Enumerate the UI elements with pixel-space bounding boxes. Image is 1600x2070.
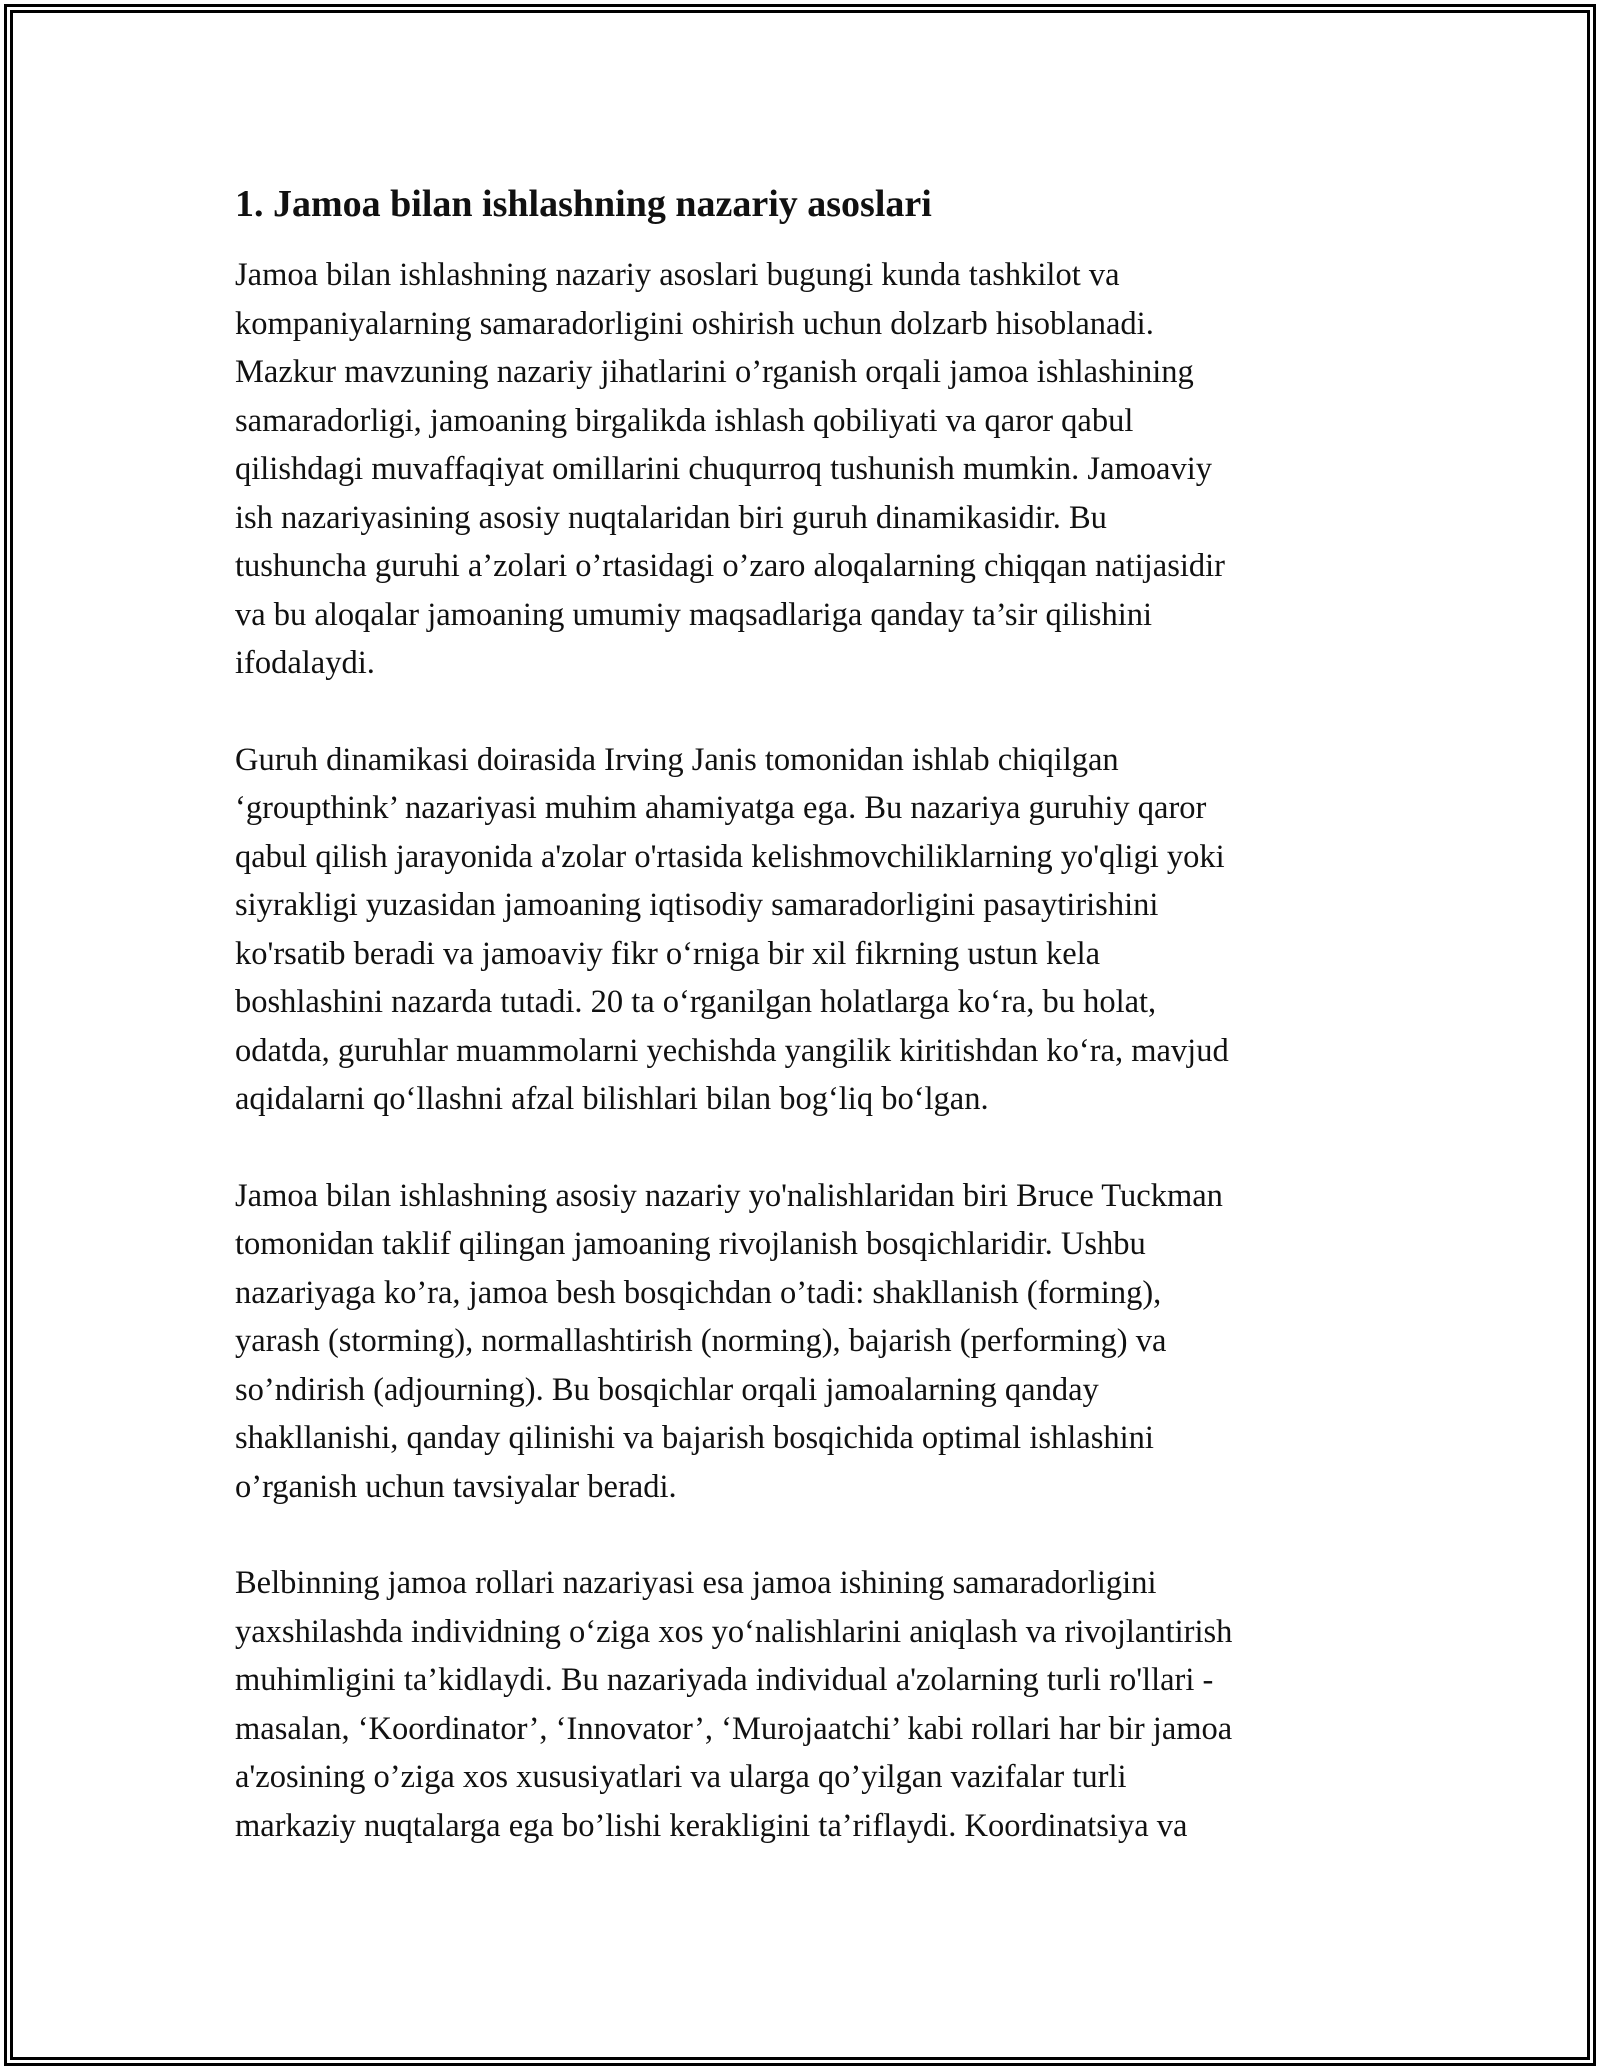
section-heading: 1. Jamoa bilan ishlashning nazariy asoslari (235, 183, 932, 225)
paragraph-groupthink: Guruh dinamikasi doirasida Irving Janis tomonidan ishlab chiqilgan ‘groupthink’ nazariyasi muhim ahamiyatga ega. Bu nazariya guruhiy qaror qabul qilish jarayonida a'zolar o'rtasida kelishmovchiliklarning yo'qligi yoki siyrakligi yuzasidan jamoaning iqtisodiy samaradorligini pasaytirishini ko'rsatib beradi va jamoaviy fikr o‘rniga bir xil fikrning ustun kela boshlashini nazarda tutadi. 20 ta o‘rganilgan holatlarga ko‘ra, bu holat, odatda, guruhlar muammolarni yechishda yangilik kiritishdan ko‘ra, mavjud aqidalarni qo‘llashni afzal bilishlari bilan bog‘liq bo‘lgan. (235, 741, 1229, 1118)
paragraph-group-dynamics: Jamoa bilan ishlashning nazariy asoslari bugungi kunda tashkilot va kompaniyalarning samaradorligini oshirish uchun dolzarb hisoblanadi. Mazkur mavzuning nazariy jihatlarini o’rganish orqali jamoa ishlashining samaradorligi, jamoaning birgalikda ishlash qobiliyati va qaror qabul qilishdagi muvaffaqiyat omillarini chuqurroq tushunish mumkin. Jamoaviy ish nazariyasining asosiy nuqtalaridan biri guruh dinamikasidir. Bu tushuncha guruhi a’zolari o’rtasidagi o’zaro aloqalarning chiqqan natijasidir va bu aloqalar jamoaning umumiy maqsadlariga qanday ta’sir qilishini ifodalaydi. (235, 257, 1225, 682)
paragraph-tuckman-stages: Jamoa bilan ishlashning asosiy nazariy yo'nalishlaridan biri Bruce Tuckman tomonidan taklif qilingan jamoaning rivojlanish bosqichlaridir. Ushbu nazariyaga ko’ra, jamoa besh bosqichdan o’tadi: shakllanish (forming), yarash (storming), normallashtirish (norming), bajarish (performing) va so’ndirish (adjourning). Bu bosqichlar orqali jamoalarning qanday shakllanishi, qanday qilinishi va bajarish bosqichida optimal ishlashini o’rganish uchun tavsiyalar beradi. (235, 1177, 1223, 1505)
paragraph-belbin-roles: Belbinning jamoa rollari nazariyasi esa jamoa ishining samaradorligini yaxshilashda individning o‘ziga xos yo‘nalishlarini aniqlash va rivojlantirish muhimligini ta’kidlaydi. Bu nazariyada individual a'zolarning turli ro'llari - masalan, ‘Koordinator’, ‘Innovator’, ‘Murojaatchi’ kabi rollari har bir jamoa a'zosining o’ziga xos xususiyatlari va ularga qo’yilgan vazifalar turli markaziy nuqtalarga ega bo’lishi kerakligini ta’riflaydi. Koordinatsiya va (235, 1565, 1233, 1844)
document-page (235, 180, 1375, 1898)
